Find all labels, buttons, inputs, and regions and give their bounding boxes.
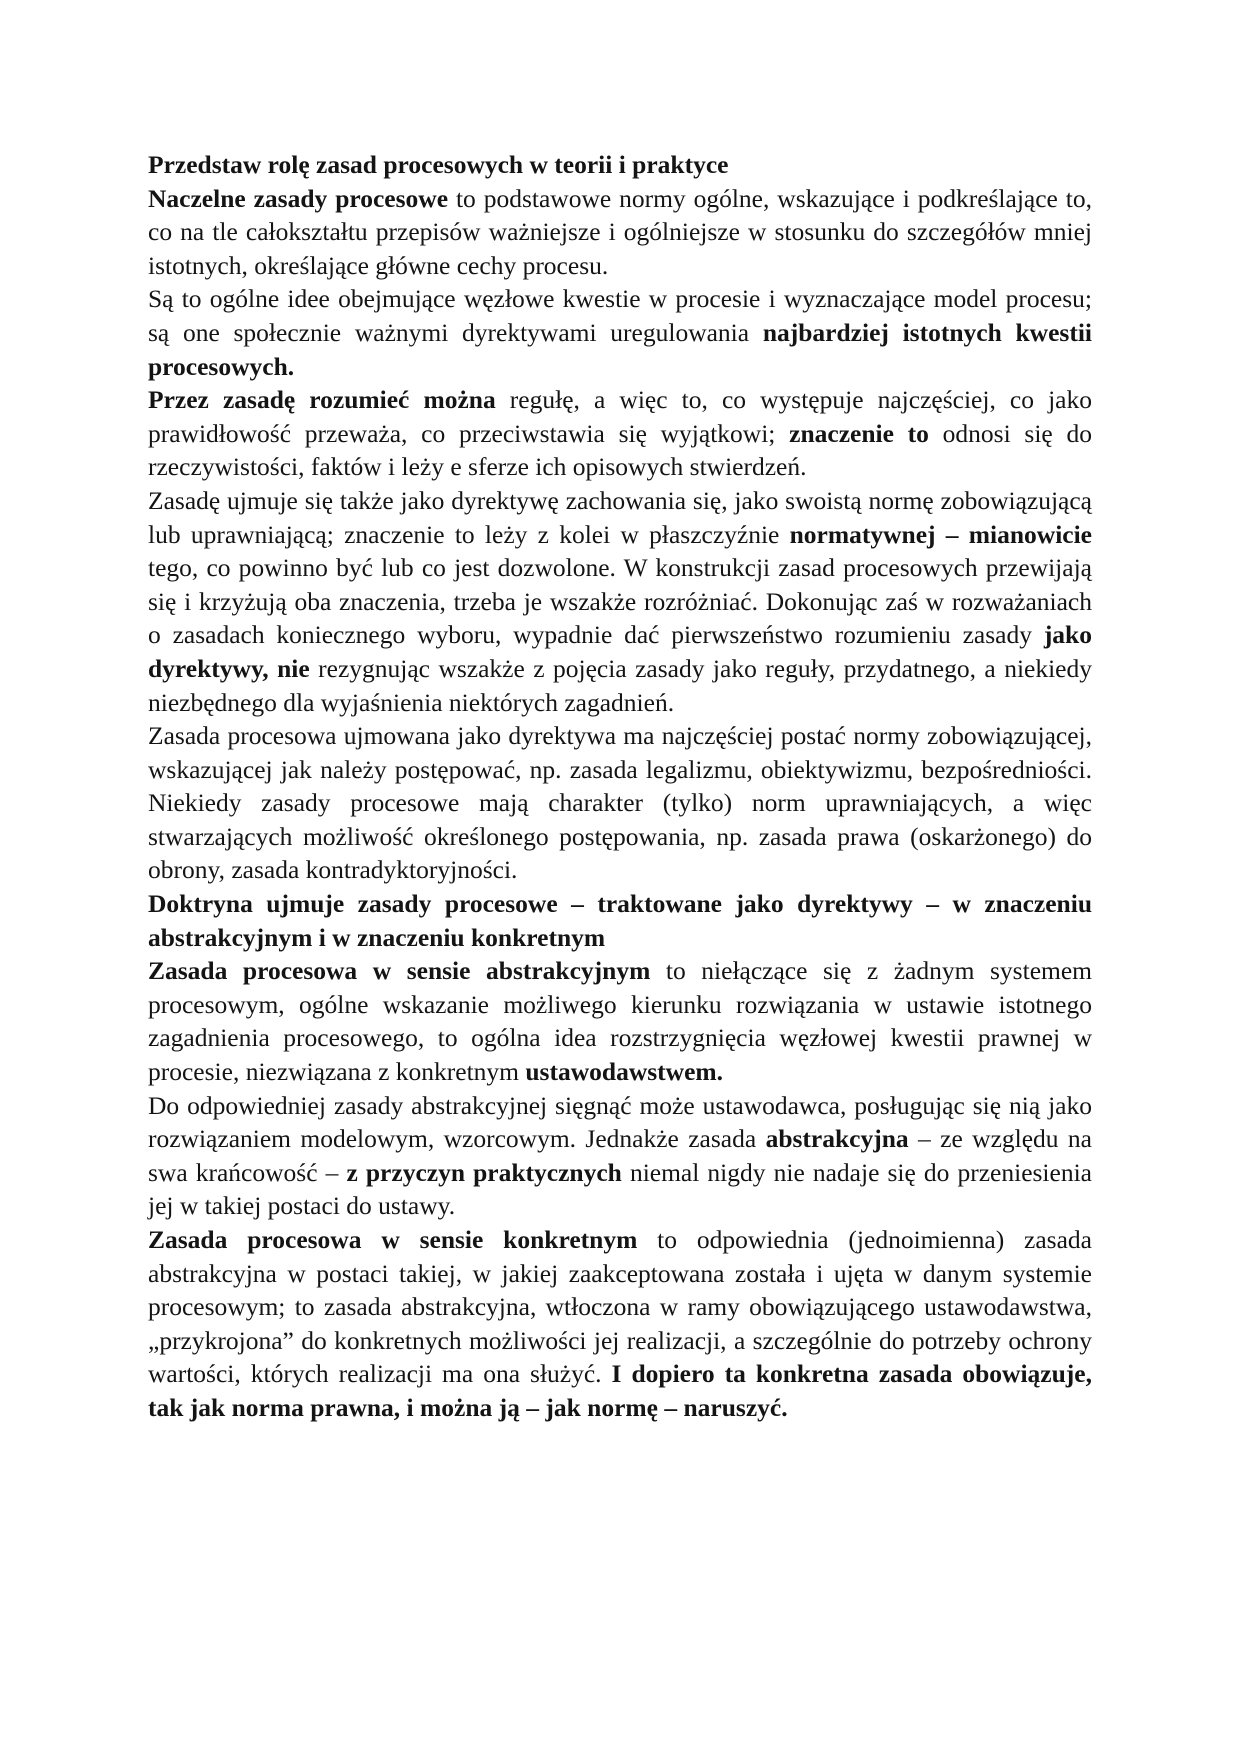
bold-phrase: Naczelne zasady procesowe	[148, 183, 449, 213]
text-run: Zasada procesowa ujmowana jako dyrektywa ma najczęściej postać normy zobowiązującej, wskazującej jak należy postępować, np. zasada legalizmu, obiektywizmu, bezpośredniości. Niekiedy zasady procesowe mają charakter (tylko) norm uprawniających, a więc stwarzających możliwość określonego postępowania, np. zasada prawa (oskarżonego) do obrony, zasada kontradyktoryjności.	[148, 721, 1092, 885]
bold-phrase: Doktryna ujmuje zasady procesowe – traktowane jako dyrektywy – w znaczeniu abstrakcyjnym i w znaczeniu konkretnym	[148, 889, 1092, 952]
paragraph-5	[148, 719, 1092, 887]
paragraph-6	[148, 887, 1092, 954]
text-run: rezygnując wszakże z pojęcia zasady jako reguły, przydatnego, a niekiedy niezbędnego dla wyjaśnienia niektórych zagadnień.	[148, 653, 1093, 717]
text-run: to odpowiednia (jednoimienna) zasada abstrakcyjna w postaci takiej, w jakiej zaakceptowana została i ujęta w danym systemie procesowym; to zasada abstrakcyjna, wtłoczona w ramy obowiązującego ustawodawstwa, „przykrojona” do konkretnych możliwości jej realizacji, a szczególnie do potrzeby ochrony wartości, których realizacji ma ona służyć.	[148, 1225, 1092, 1389]
bold-phrase: Przez zasadę rozumieć można	[148, 385, 496, 415]
paragraph-8	[148, 1089, 1092, 1223]
text-run: Zasadę ujmuje się także jako dyrektywę zachowania się, jako swoistą normę zobowiązującą lub uprawniającą; znaczenie to leży z kolei w płaszczyźnie	[148, 485, 1092, 549]
text-run: Są to ogólne idee obejmujące węzłowe kwestie w procesie i wyznaczające model procesu; są one społecznie ważnymi dyrektywami uregulowania	[148, 284, 1092, 347]
paragraph-2	[148, 282, 1092, 383]
paragraph-9	[148, 1223, 1092, 1425]
text-run: regułę, a więc to, co występuje najczęściej, co jako prawidłowość przeważa, co przeciwstawia się wyjątkowi;	[148, 385, 1092, 448]
text-run: tego, co powinno być lub co jest dozwolone. W konstrukcji zasad procesowych przewijają się i krzyżują oba znaczenia, trzeba je wszakże rozróżniać. Dokonując zaś w rozważaniach o zasadach koniecznego wyboru, wypadnie dać pierwszeństwo rozumieniu zasady	[148, 553, 1092, 650]
text-run: niemal nigdy nie nadaje się do przeniesienia jej w takiej postaci do ustawy.	[148, 1157, 1092, 1221]
text-run: – ze względu na swa krańcowość –	[148, 1124, 1092, 1187]
document-title: Przedstaw rolę zasad procesowych w teorii i praktyce	[148, 150, 729, 179]
bold-phrase: jako dyrektywy, nie	[148, 620, 1092, 683]
text-run: to podstawowe normy ogólne, wskazujące i podkreślające to, co na tle całokształtu przepisów ważniejsze i ogólniejsze w stosunku do szczegółów mniej istotnych, określające główne cechy procesu.	[148, 183, 1092, 280]
text-run: odnosi się do rzeczywistości, faktów i leży e sferze ich opisowych stwierdzeń.	[148, 418, 1092, 482]
paragraph-7	[148, 954, 1092, 1088]
paragraph-1	[148, 182, 1092, 283]
bold-phrase: I dopiero ta konkretna zasada obowiązuje, tak jak norma prawna, i można ją – jak normę – naruszyć.	[148, 1359, 1092, 1422]
bold-phrase: ustawodawstwem.	[525, 1057, 723, 1087]
bold-phrase: z przyczyn praktycznych	[346, 1157, 622, 1187]
bold-phrase: najbardziej istotnych kwestii procesowych.	[148, 317, 1092, 381]
paragraph-3	[148, 383, 1092, 484]
text-run: to niełączące się z żadnym systemem procesowym, ogólne wskazanie możliwego kierunku rozwiązania w ustawie istotnego zagadnienia procesowego, to ogólna idea rozstrzygnięcia węzłowej kwestii prawnej w procesie, niezwiązana z konkretnym	[148, 956, 1092, 1087]
bold-phrase: Zasada procesowa w sensie konkretnym	[148, 1225, 638, 1254]
paragraph-4	[148, 484, 1092, 719]
bold-phrase: Zasada procesowa w sensie abstrakcyjnym	[148, 956, 651, 986]
text-run: Do odpowiedniej zasady abstrakcyjnej sięgnąć może ustawodawca, posługując się nią jako rozwiązaniem modelowym, wzorcowym. Jednakże zasada	[148, 1090, 1092, 1154]
bold-phrase: normatywnej – mianowicie	[789, 519, 1092, 549]
bold-phrase: znaczenie to	[789, 418, 929, 448]
bold-phrase: abstrakcyjna	[765, 1124, 909, 1154]
document-page	[148, 148, 1092, 1425]
